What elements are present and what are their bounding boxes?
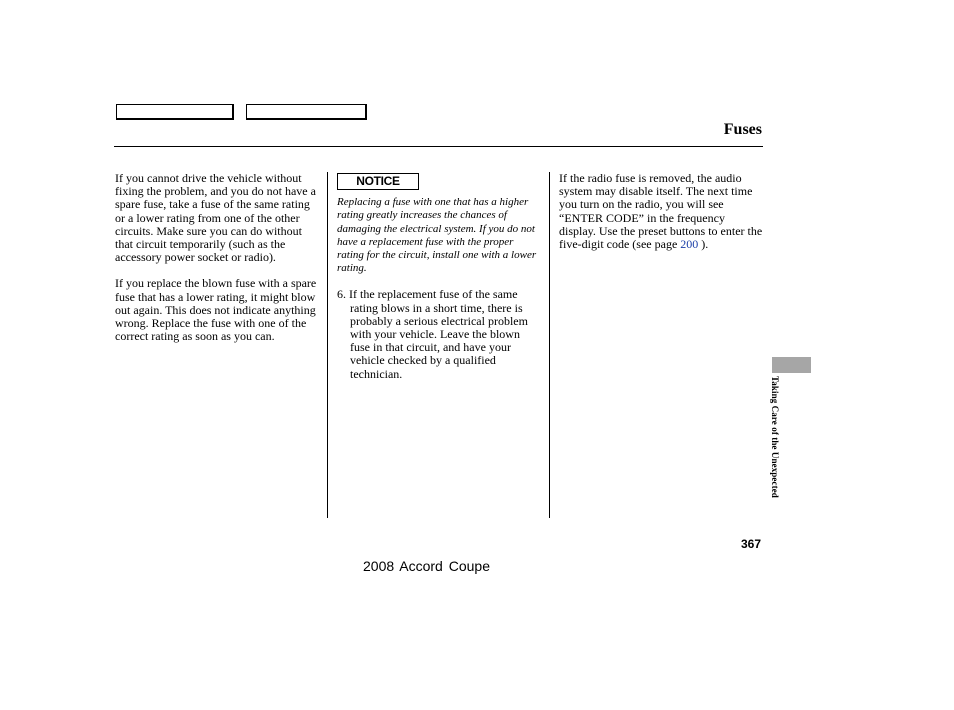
page-number: 367 [741, 537, 762, 551]
page-link[interactable]: 200 [680, 237, 699, 252]
column-1 [115, 172, 320, 356]
column-2 [337, 172, 542, 394]
footer-model: 2008 Accord Coupe [363, 558, 490, 574]
radio-fuse-text-end: ). [698, 237, 709, 252]
nav-button-contents[interactable] [246, 104, 367, 120]
paragraph-spare-fuse: If you cannot drive the vehicle without fixing the problem, and you do not have a spare fuse, take a fuse of the same rating or a lower rating from one of the other circuits. Make sure you can do without that circuit temporarily (such as the accessory power socket or radio). [115, 171, 316, 265]
header-rule [114, 146, 763, 147]
paragraph-lower-rating: If you replace the blown fuse with a spare fuse that has a lower rating, it might blow out again. This does not indicate anything wrong. Replace the fuse with one of the correct rating as soon as you can. [115, 276, 317, 344]
step-6: 6. If the replacement fuse of the same rating blows in a short time, there is probably a serious electrical problem with your vehicle. Leave the blown fuse in that circuit, and have your vehicle checked by a qualified technician. [337, 287, 528, 381]
column-divider [549, 172, 550, 518]
paragraph-radio-fuse [559, 172, 764, 251]
section-tab [772, 357, 811, 373]
notice-badge: NOTICE [337, 173, 419, 190]
column-3 [559, 172, 764, 264]
notice-text: Replacing a fuse with one that has a higher rating greatly increases the chances of damaging the electrical system. If you do not have a replacement fuse with the proper rating for the circuit, install one with a lower rating. [337, 196, 537, 275]
radio-fuse-text: If the radio fuse is removed, the audio system may disable itself. The next time you turn on the radio, you will see “ENTER CODE” in the frequency display. Use the preset buttons to enter the five-digit code (see page [559, 171, 763, 252]
section-label: Taking Care of the Unexpected [770, 376, 780, 498]
nav-button-previous[interactable] [116, 104, 234, 120]
column-divider [327, 172, 328, 518]
page-title: Fuses [723, 121, 762, 138]
